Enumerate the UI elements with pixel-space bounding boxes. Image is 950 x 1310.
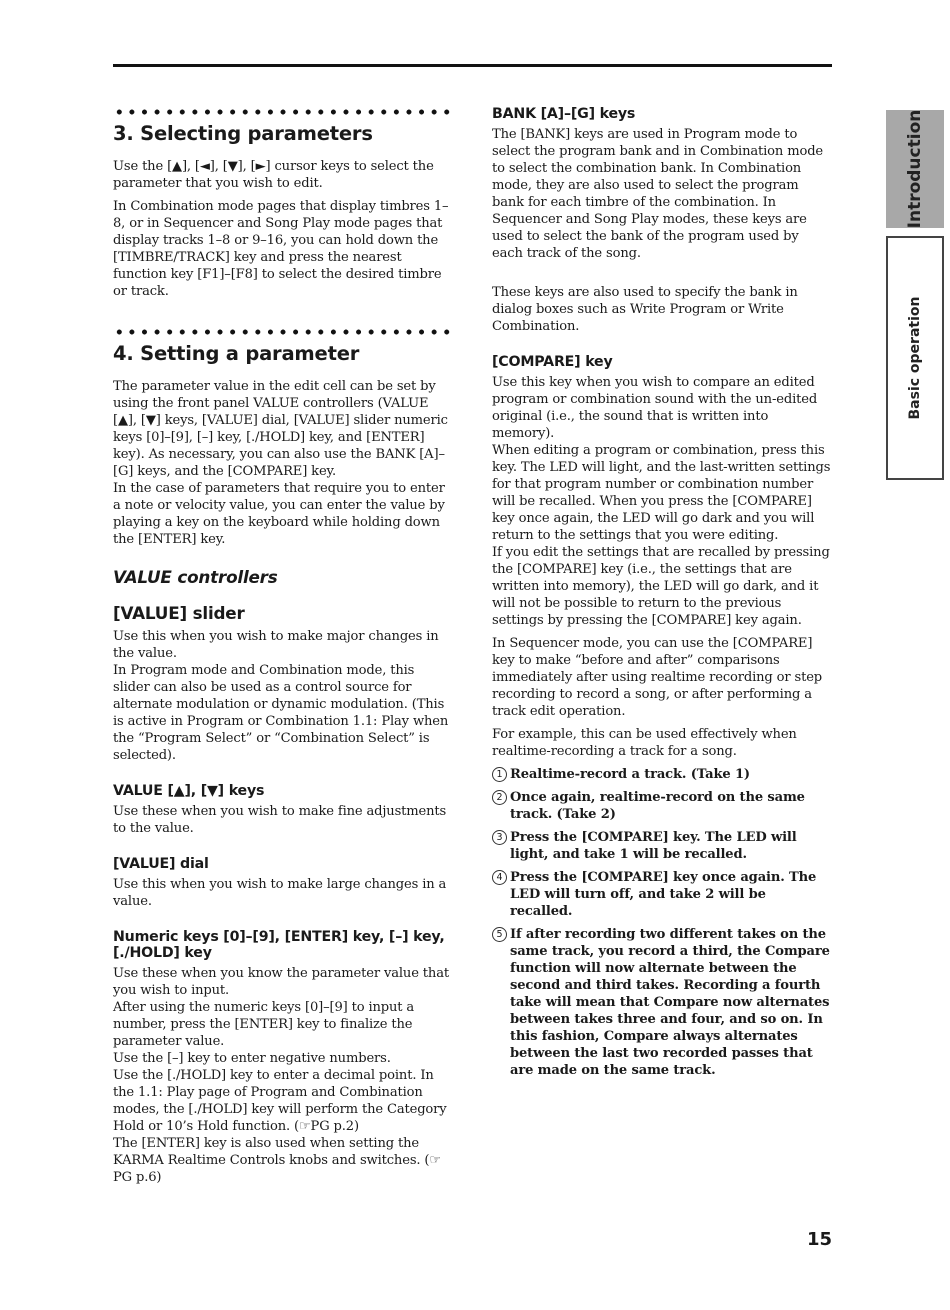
numeric-keys-paragraph-2: After using the numeric keys [0]–[9] to input a number, press the [ENTER] key to finalize the parameter value.: [113, 1000, 415, 1049]
right-column: [492, 106, 832, 1085]
step-item: [492, 766, 832, 783]
value-slider-heading: [VALUE] slider: [113, 603, 245, 623]
compare-paragraph-3: If you edit the settings that are recalled by pressing the [COMPARE] key (i.e., the settings that are written into memory), the LED will go dark, and it will not be possible to return to the previous settings by pressing the [COMPARE] key again.: [492, 545, 830, 628]
compare-key-heading: [COMPARE] key: [492, 354, 613, 370]
section-4-paragraph-2: In the case of parameters that require you to enter a note or velocity value, you can enter the value by playing a key on the keyboard while holding down the [ENTER] key.: [113, 481, 445, 547]
numeric-keys-paragraph-1: Use these when you know the parameter value that you wish to input.: [113, 966, 449, 998]
value-controllers-heading: VALUE controllers: [113, 567, 278, 587]
section-divider-dots: [113, 108, 455, 116]
section-4-title: 4. Setting a parameter: [113, 342, 360, 365]
section-divider-dots: [113, 328, 455, 336]
top-rule: [113, 64, 832, 67]
compare-paragraph-4: In Sequencer mode, you can use the [COMPARE] key to make “before and after” comparisons immediately after using realtime recording or step recording to record a song, or after performing a track edit operation.: [492, 636, 823, 719]
section-3-paragraph-2: In Combination mode pages that display timbres 1–8, or in Sequencer and Song Play mode pages that display tracks 1–8 or 9–16, you can hold down the [TIMBRE/TRACK] key and press the nearest function key [F1]–[F8] to select the desired timbre or track.: [113, 199, 449, 299]
compare-paragraph-2: When editing a program or combination, press this key. The LED will light, and the last-written settings for that program number or combination number will be recalled. When you press the [COMPARE] key once again, the LED will go dark and you will return to the settings that you were editing.: [492, 443, 831, 543]
value-keys-paragraph: Use these when you wish to make fine adjustments to the value.: [113, 804, 447, 836]
section-3-title: 3. Selecting parameters: [113, 122, 373, 145]
step-text: If after recording two different takes on the same track, you record a third, the Compare function will now alternate between the second and third takes. Recording a fourth take will mean that Compare now alternates between takes three and four, and so on. In this fashion, Compare always alternates between the last two recorded passes that are made on the same track.: [510, 927, 830, 1078]
numeric-keys-heading: Numeric keys [0]–[9], [ENTER] key, [–] key, [./HOLD] key: [113, 929, 445, 961]
compare-steps-list: [492, 766, 832, 1079]
numeric-keys-paragraph-5: The [ENTER] key is also used when setting the KARMA Realtime Controls knobs and switches. (☞PG p.6): [113, 1136, 441, 1185]
value-keys-heading: VALUE [▲], [▼] keys: [113, 783, 265, 799]
step-text: Realtime-record a track. (Take 1): [510, 767, 750, 782]
step-text: Once again, realtime-record on the same track. (Take 2): [510, 790, 805, 822]
compare-paragraph-1: Use this key when you wish to compare an edited program or combination sound with the un-edited original (i.e., the sound that is written into memory).: [492, 375, 818, 441]
section-3-paragraph-1: Use the [▲], [◄], [▼], [►] cursor keys to select the parameter that you wish to edit.: [113, 159, 434, 191]
step-item: [492, 926, 832, 1079]
value-slider-paragraph-2: In Program mode and Combination mode, this slider can also be used as a control source for alternate modulation or dynamic modulation. (This is active in Program or Combination 1.1: Play when the “Program Select” or “Combination Select” is selected).: [113, 663, 449, 763]
bank-keys-paragraph-2: These keys are also used to specify the bank in dialog boxes such as Write Program or Write Combination.: [492, 285, 798, 334]
numeric-keys-paragraph-4: Use the [./HOLD] key to enter a decimal point. In the 1.1: Play page of Program and Combination modes, the [./HOLD] key will perform the Category Hold or 10’s Hold function. (☞PG p.2): [113, 1068, 447, 1134]
side-tab-basic-operation[interactable]: [886, 236, 944, 480]
bank-keys-heading: BANK [A]–[G] keys: [492, 106, 636, 122]
compare-paragraph-5: For example, this can be used effectively when realtime-recording a track for a song.: [492, 727, 797, 759]
step-text: Press the [COMPARE] key once again. The LED will turn off, and take 2 will be recalled.: [510, 870, 817, 919]
side-tab-basic-operation-label: Basic operation: [907, 296, 923, 420]
step-item: [492, 829, 832, 863]
step-number-circle: 1: [492, 767, 507, 782]
step-number-circle: 5: [492, 927, 507, 942]
section-4-paragraph-1: The parameter value in the edit cell can be set by using the front panel VALUE controllers (VALUE [▲], [▼] keys, [VALUE] dial, [VALUE] slider numeric keys [0]–[9], [–] key, [./HOLD] key, and [ENTER] key). As necessary, you can also use the BANK [A]–[G] keys, and the [COMPARE] key.: [113, 379, 448, 479]
value-slider-paragraph-1: Use this when you wish to make major changes in the value.: [113, 629, 439, 661]
side-tab-introduction-label: Introduction: [905, 109, 925, 229]
step-item: [492, 789, 832, 823]
left-column: [113, 106, 453, 1192]
bank-keys-paragraph-1: The [BANK] keys are used in Program mode to select the program bank and in Combination mode to select the combination bank. In Combination mode, they are also used to select the program bank for each timbre of the combination. In Sequencer and Song Play modes, these keys are used to select the bank of the program used by each track of the song.: [492, 127, 824, 261]
numeric-keys-paragraph-3: Use the [–] key to enter negative numbers.: [113, 1051, 391, 1066]
step-number-circle: 2: [492, 790, 507, 805]
step-item: [492, 869, 832, 920]
step-number-circle: 3: [492, 830, 507, 845]
value-dial-heading: [VALUE] dial: [113, 856, 209, 872]
step-text: Press the [COMPARE] key. The LED will light, and take 1 will be recalled.: [510, 830, 797, 862]
step-number-circle: 4: [492, 870, 507, 885]
page-number: 15: [806, 1229, 832, 1250]
value-dial-paragraph: Use this when you wish to make large changes in a value.: [113, 877, 447, 909]
side-tab-introduction[interactable]: [886, 110, 944, 228]
